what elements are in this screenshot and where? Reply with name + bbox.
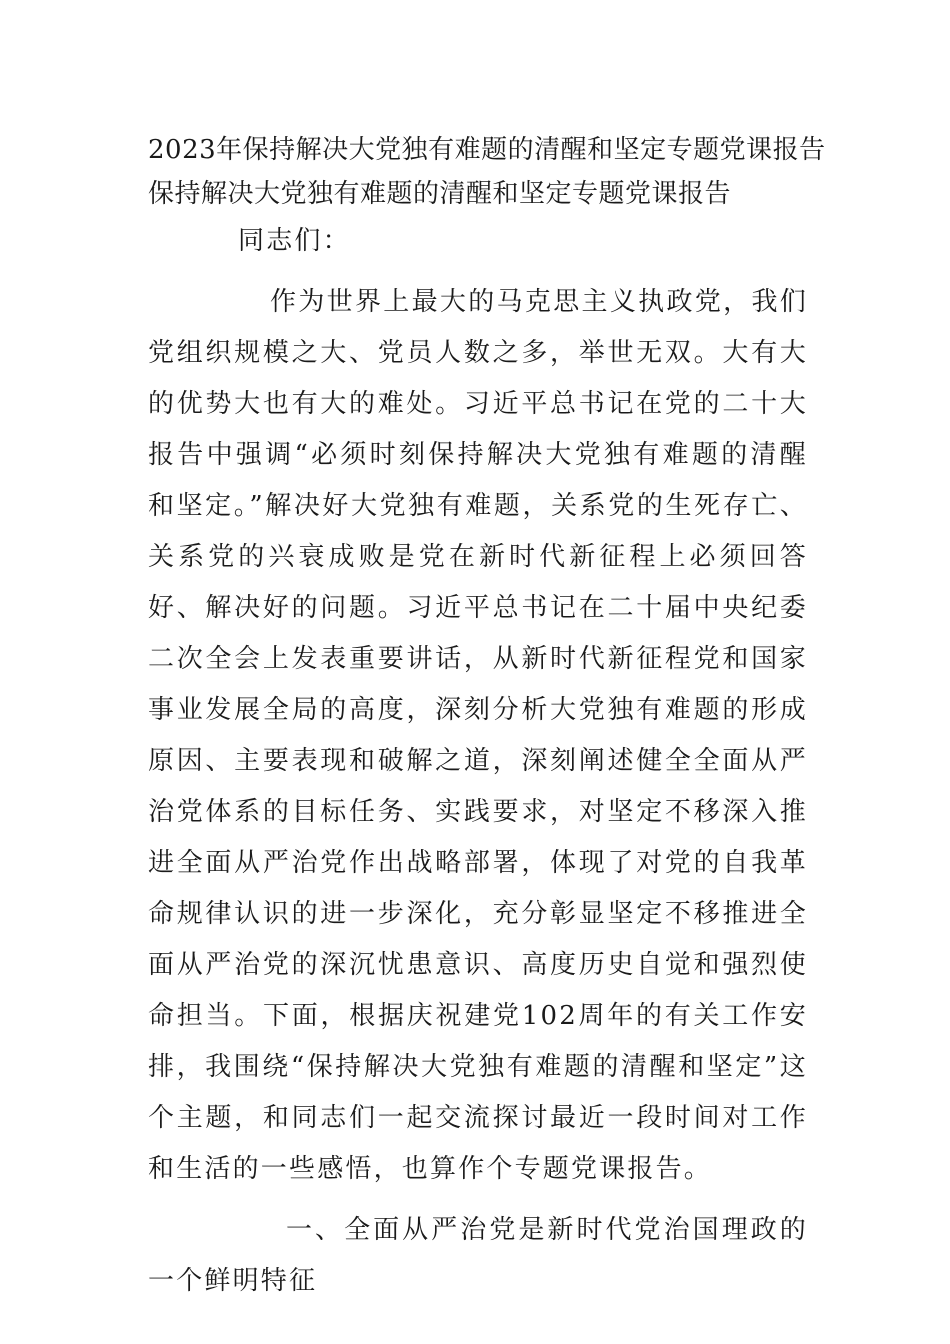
- document-subtitle: 保持解决大党独有难题的清醒和坚定专题党课报告: [148, 179, 732, 209]
- document-body: [148, 128, 826, 1307]
- section-heading: 一、全面从严治党是新时代党治国理政的一个鲜明特征: [148, 1215, 808, 1296]
- salutation: 同志们：: [238, 226, 351, 256]
- document-title: 2023年保持解决大党独有难题的清醒和坚定专题党课报告: [148, 135, 826, 165]
- body-paragraph: 作为世界上最大的马克思主义执政党，我们党组织规模之大、党员人数之多，举世无双。大有大的优势大也有大的难处。习近平总书记在党的二十大报告中强调“必须时刻保持解决大党独有难题的清醒和坚定。”解决好大党独有难题，关系党的生死存亡、关系党的兴衰成败是党在新时代新征程上必须回答好、解决好的问题。习近平总书记在二十届中央纪委二次全会上发表重要讲话，从新时代新征程党和国家事业发展全局的高度，深刻分析大党独有难题的形成原因、主要表现和破解之道，深刻阐述健全全面从严治党体系的目标任务、实践要求，对坚定不移深入推进全面从严治党作出战略部署，体现了对党的自我革命规律认识的进一步深化，充分彰显坚定不移推进全面从严治党的深沉忧患意识、高度历史自觉和强烈使命担当。下面，根据庆祝建党102周年的有关工作安排，我围绕“保持解决大党独有难题的清醒和坚定”这个主题，和同志们一起交流探讨最近一段时间对工作和生活的一些感悟，也算作个专题党课报告。: [148, 287, 808, 1184]
